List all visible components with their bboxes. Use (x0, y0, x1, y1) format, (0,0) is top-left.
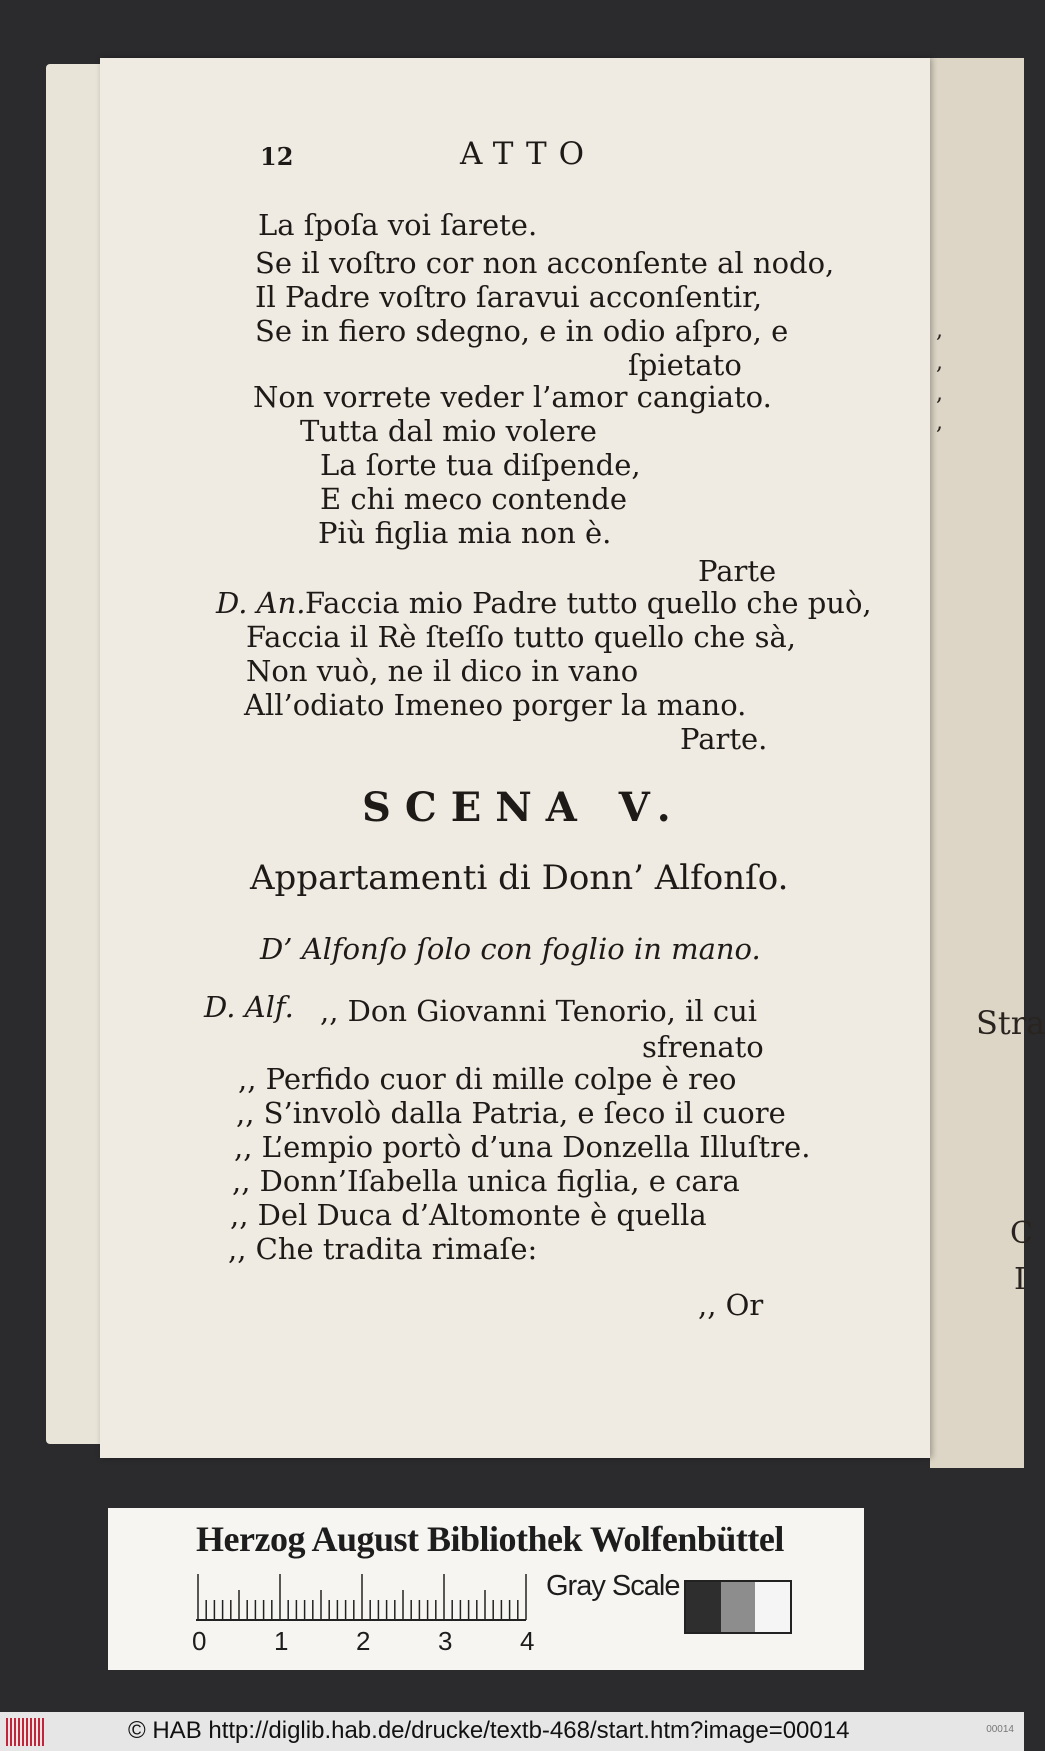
gray-scale-swatches (684, 1580, 792, 1634)
exit-direction: Parte. (680, 722, 768, 756)
text-line: Se il voſtro cor non acconſente al nodo, (255, 246, 835, 280)
text-line: ,, S’involò dalla Patria, e ſeco il cuore (236, 1096, 786, 1130)
aria-line: La ſorte tua diſpende, (320, 448, 641, 482)
text-line: Non vuò, ne il dico in vano (246, 654, 639, 688)
page-code: 00014 (986, 1724, 1014, 1735)
text-line: Faccia mio Padre tutto quello che può, (305, 586, 872, 620)
running-header: ATTO (460, 136, 597, 172)
margin-fragment: , (936, 318, 943, 343)
gray-swatch (686, 1582, 721, 1632)
page-number: 12 (260, 142, 294, 171)
margin-fragment: C (1010, 1216, 1033, 1251)
ruler-icon (196, 1572, 536, 1622)
text-line: La ſpoſa voi ſarete. (258, 208, 538, 242)
facing-page-edge (930, 58, 1045, 1468)
aria-line: E chi meco contende (320, 482, 627, 516)
text-line: ,, Che tradita rimaſe: (228, 1232, 538, 1266)
book-page (100, 58, 930, 1458)
text-line: ,, L’empio portò d’una Donzella Illuſtre. (234, 1130, 811, 1164)
speaker-label: D. An. (216, 586, 306, 620)
aria-line: Più figlia mia non è. (318, 516, 612, 550)
viewer-footer (0, 1712, 1024, 1751)
scene-heading: SCENA V. (362, 784, 685, 831)
text-line: Se in fiero sdegno, e in odio aſpro, e (255, 314, 789, 348)
text-line: All’odiato Imeneo porger la mano. (244, 688, 747, 722)
text-line: ,, Don Giovanni Tenorio, il cui (320, 994, 758, 1028)
text-line: ,, Del Duca d’Altomonte è quella (230, 1198, 707, 1232)
text-line: Non vorrete veder l’amor cangiato. (253, 380, 772, 414)
speaker-label: D. Alf. (204, 990, 294, 1024)
margin-fragment: , (936, 350, 943, 375)
scale-number: 3 (438, 1626, 453, 1656)
library-scale-bar (108, 1508, 864, 1670)
scale-number: 1 (274, 1626, 289, 1656)
gray-swatch (721, 1582, 756, 1632)
catchword: ,, Or (698, 1288, 764, 1322)
exit-direction: Parte (698, 554, 777, 588)
text-line: Faccia il Rè ſteſſo tutto quello che sà, (246, 620, 797, 654)
gray-scale-label: Gray Scale (546, 1570, 680, 1602)
text-line: ſpietato (628, 348, 742, 382)
scale-number: 2 (356, 1626, 371, 1656)
library-name: Herzog August Bibliothek Wolfenbüttel (196, 1519, 784, 1559)
margin-fragment: Stra (976, 1004, 1045, 1042)
source-url[interactable]: © HAB http://diglib.hab.de/drucke/textb-468/start.htm?image=00014 (128, 1717, 850, 1744)
margin-fragment: , (936, 410, 943, 435)
text-line: sfrenato (642, 1030, 764, 1064)
barcode-icon (6, 1718, 46, 1746)
scale-number: 0 (192, 1626, 207, 1656)
margin-fragment: I (1014, 1262, 1026, 1297)
text-line: Il Padre voſtro ſaravui acconſentir, (255, 280, 763, 314)
text-line: ,, Donn’Iſabella unica figlia, e cara (232, 1164, 740, 1198)
margin-fragment: , (936, 381, 943, 406)
gray-swatch (755, 1582, 790, 1632)
scale-number: 4 (520, 1626, 535, 1656)
scene-setting: Appartamenti di Donn’ Alfonſo. (250, 858, 789, 898)
stage-direction: D’ Alfonſo ſolo con foglio in mano. (260, 932, 761, 966)
aria-line: Tutta dal mio volere (300, 414, 597, 448)
text-line: ,, Perfido cuor di mille colpe è reo (238, 1062, 737, 1096)
